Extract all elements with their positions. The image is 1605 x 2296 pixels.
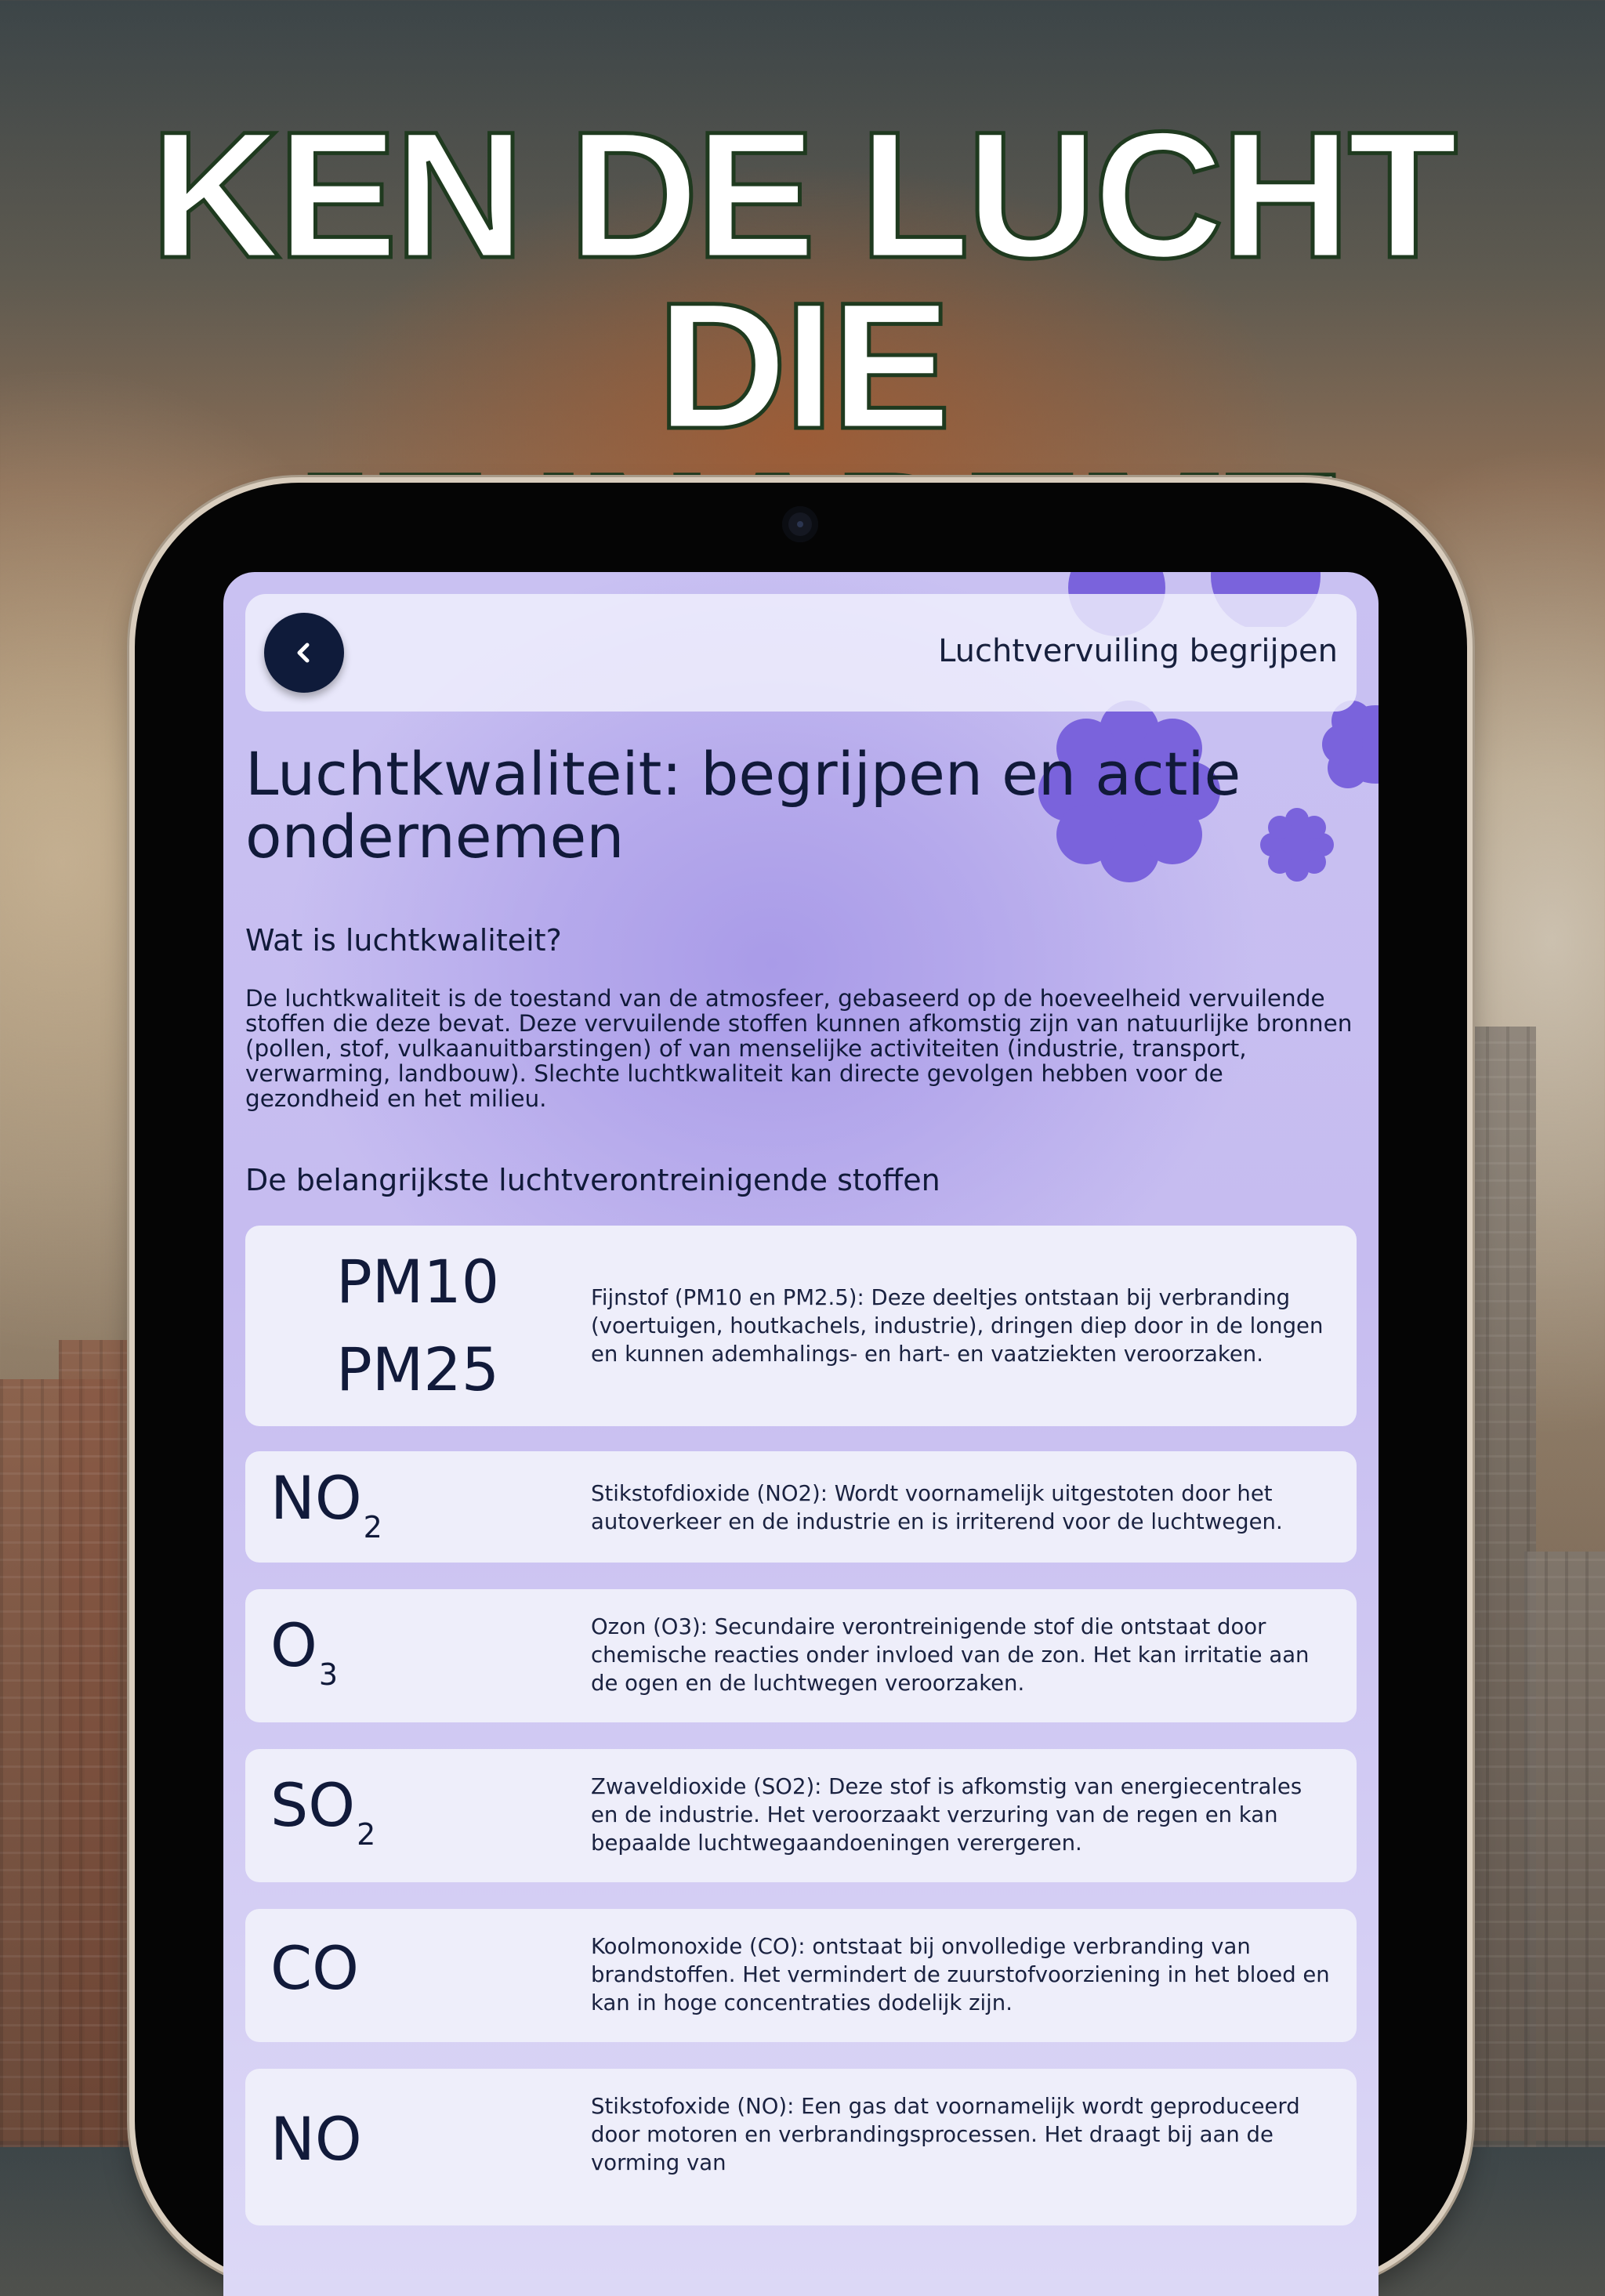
pollutant-description: Ozon (O3): Secundaire verontreinigende stof die ontstaat door chemische reacties onder invloed van de zon. Het kan irritatie aan de ogen en de luchtwegen veroorzaken. bbox=[591, 1614, 1310, 1696]
pollutant-description: Stikstofoxide (NO): Een gas dat voornamelijk wordt geproduceerd door motoren en verbrandingsprocessen. Het draagt bij aan de vorming van bbox=[591, 2094, 1300, 2175]
page-title: Luchtkwaliteit: begrijpen en actie ondernemen bbox=[245, 739, 1241, 871]
pollutant-card-pm[interactable] bbox=[245, 1226, 1357, 1426]
pollutant-symbol bbox=[270, 2104, 362, 2174]
symbol-subscript: 3 bbox=[318, 1657, 339, 1692]
pollutant-description: Koolmonoxide (CO): ontstaat bij onvolledige verbranding van brandstoffen. Het vermindert de zuurstofvoorziening in het bloed en kan in hoge concentraties dodelijk zijn. bbox=[591, 1934, 1330, 2015]
pollutant-symbol bbox=[270, 1610, 339, 1692]
pollutant-description: Fijnstof (PM10 en PM2.5): Deze deeltjes ontstaan bij verbranding (voertuigen, houtkachels, industrie), dringen diep door in de longen en kunnen ademhalings- en hart- en vaatziekten veroorzaken. bbox=[591, 1285, 1324, 1367]
pollutant-card-no2[interactable] bbox=[245, 1451, 1357, 1563]
pollutant-symbol bbox=[270, 1933, 359, 2003]
intro-paragraph: De luchtkwaliteit is de toestand van de atmosfeer, gebaseerd op de hoeveelheid vervuilende stoffen die deze bevat. Deze vervuilende stoffen kunnen afkomstig zijn van natuurlijke bronnen (pollen, stof, vulkaanuitbarstingen) of van menselijke activiteiten (industrie, transport, verwarming, landbouw). Slechte luchtkwaliteit kan directe gevolgen hebben voor de gezondheid en het milieu. bbox=[245, 985, 1353, 1112]
section-heading-what: Wat is luchtkwaliteit? bbox=[245, 923, 562, 958]
symbol-text: NO bbox=[270, 2104, 362, 2174]
headline-line-1: KEN DE LUCHT DIE bbox=[150, 94, 1455, 466]
topbar-title: Luchtvervuiling begrijpen bbox=[938, 633, 1338, 669]
symbol-subscript: 2 bbox=[363, 1510, 382, 1545]
pollutant-symbol bbox=[245, 1238, 590, 1414]
symbol-text: SO bbox=[270, 1770, 356, 1840]
pollutant-description: Stikstofdioxide (NO2): Wordt voornamelijk uitgestoten door het autoverkeer en de industrie en is irriterend voor de luchtwegen. bbox=[591, 1481, 1283, 1534]
symbol-text: CO bbox=[270, 1933, 359, 2003]
background-building bbox=[1524, 1552, 1605, 2147]
pollutant-card-o3[interactable] bbox=[245, 1589, 1357, 1722]
symbol-text: O bbox=[270, 1610, 317, 1680]
background-building bbox=[59, 1340, 145, 2147]
pm10-label: PM10 bbox=[335, 1247, 500, 1316]
pollutant-card-co[interactable] bbox=[245, 1909, 1357, 2042]
section-heading-pollutants: De belangrijkste luchtverontreinigende stoffen bbox=[245, 1163, 940, 1197]
chevron-left-icon bbox=[290, 639, 318, 667]
camera-icon bbox=[782, 506, 818, 542]
pollutant-symbol bbox=[270, 1770, 376, 1852]
pollutant-card-so2[interactable] bbox=[245, 1749, 1357, 1882]
back-button[interactable] bbox=[264, 613, 344, 693]
pollutant-card-no[interactable] bbox=[245, 2069, 1357, 2225]
pollutant-symbol bbox=[270, 1463, 382, 1545]
tablet-device bbox=[135, 483, 1467, 2285]
symbol-subscript: 2 bbox=[357, 1817, 376, 1852]
top-bar bbox=[245, 594, 1357, 712]
pm25-label: PM25 bbox=[335, 1335, 500, 1404]
symbol-text: NO bbox=[270, 1463, 362, 1533]
pollutant-description: Zwaveldioxide (SO2): Deze stof is afkomstig van energiecentrales en de industrie. Het veroorzaakt verzuring van de regen en kan bepaalde luchtwegaandoeningen verergeren. bbox=[591, 1774, 1302, 1856]
app-screen bbox=[223, 572, 1379, 2296]
